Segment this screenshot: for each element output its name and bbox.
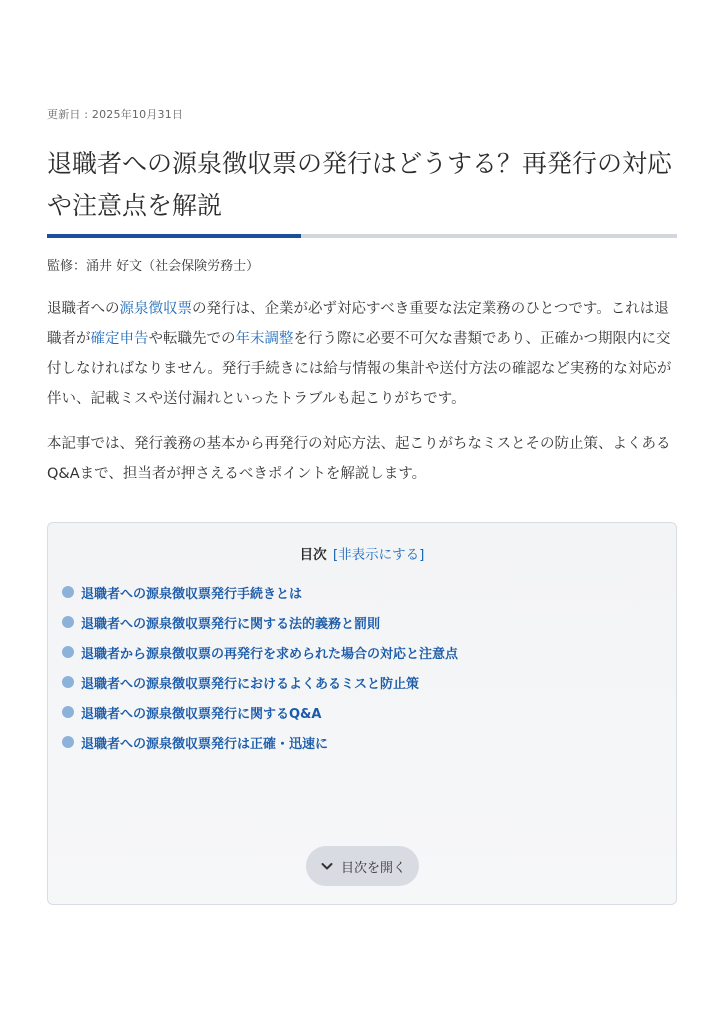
title-underline (47, 234, 677, 238)
toc-item (62, 697, 458, 727)
bullet-icon (62, 676, 74, 688)
intro-text-b: の発行は、企業が必ず対応すべき重要な法定業務のひとつです。これは退職者が (47, 301, 669, 347)
toc-item (62, 637, 458, 667)
updated-date: 更新日 : 2025年10月31日 (47, 108, 184, 121)
toc-open-button[interactable] (306, 846, 419, 886)
page-title: 退職者への源泉徴収票の発行はどうする？再発行の対応や注意点を解説 (47, 149, 673, 220)
toc-link[interactable]: 退職者への源泉徴収票発行手続きとは (81, 586, 303, 602)
toc-item (62, 607, 458, 637)
link-gensen-choshuhyo[interactable]: 源泉徴収票 (119, 301, 192, 317)
toc-hide-toggle[interactable]: [非表示にする] (332, 547, 425, 563)
toc-header (48, 543, 676, 563)
toc-title: 目次 (299, 547, 327, 563)
link-kakutei-shinkoku[interactable]: 確定申告 (90, 331, 149, 347)
bullet-icon (62, 616, 74, 628)
intro-text-a: 退職者への (47, 301, 120, 317)
toc-item (62, 577, 458, 607)
link-nenmatsu-chosei[interactable]: 年末調整 (235, 331, 294, 347)
toc-link[interactable]: 退職者への源泉徴収票発行は正確・迅速に (81, 736, 329, 752)
intro-text-d: を行う際に必要不可欠な書類であり、正確かつ期限内に交付しなければなりません。発行手続きには給与情報の集計や送付方法の確認など実務的な対応が伴い、記載ミスや送付漏れといったトラブルも起こりがちです。 (47, 331, 672, 407)
toc-link[interactable]: 退職者への源泉徴収票発行に関するQ&A (81, 706, 322, 722)
toc-item (62, 727, 458, 757)
bullet-icon (62, 736, 74, 748)
supervisor-credit: 監修：涌井 好文（社会保険労務士） (47, 259, 260, 274)
toc-open-label: 目次を開く (340, 860, 406, 876)
table-of-contents (47, 522, 677, 905)
toc-item (62, 667, 458, 697)
intro-text-c: や転職先での (148, 331, 236, 347)
bullet-icon (62, 646, 74, 658)
intro-paragraph-2: 本記事では、発行義務の基本から再発行の対応方法、起こりがちなミスとその防止策、よくあるQ&Aまで、担当者が押さえるべきポイントを解説します。 (47, 436, 671, 482)
bullet-icon (62, 706, 74, 718)
chevron-down-icon (319, 858, 335, 874)
toc-list (62, 577, 458, 757)
toc-link[interactable]: 退職者から源泉徴収票の再発行を求められた場合の対応と注意点 (81, 646, 459, 662)
bullet-icon (62, 586, 74, 598)
title-underline-accent (47, 234, 301, 238)
toc-link[interactable]: 退職者への源泉徴収票発行におけるよくあるミスと防止策 (81, 676, 420, 692)
toc-link[interactable]: 退職者への源泉徴収票発行に関する法的義務と罰則 (81, 616, 381, 632)
intro-paragraph-1 (47, 294, 679, 414)
